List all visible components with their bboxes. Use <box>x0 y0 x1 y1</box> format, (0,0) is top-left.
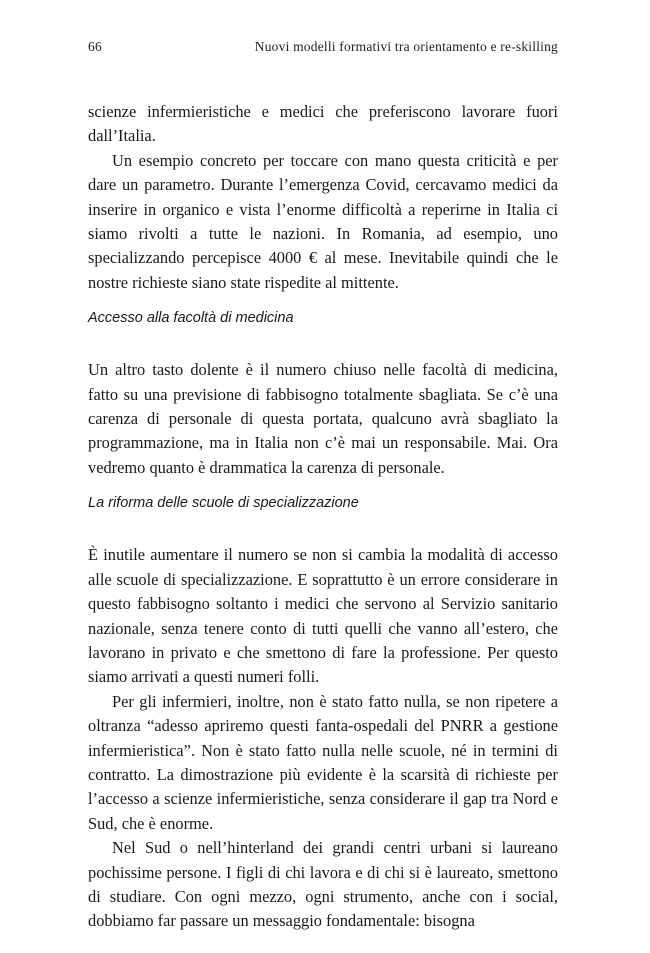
paragraph: Un altro tasto dolente è il numero chiuso nelle facoltà di medicina, fatto su una previsione di fabbisogno totalmente sbagliata. Se c’è una carenza di personale di questa portata, qualcuno avrà sbagliato la programmazione, ma in Italia non c’è mai un responsabile. Mai. Ora vedremo quanto è drammatica la carenza di personale. <box>88 360 558 477</box>
paragraph: È inutile aumentare il numero se non si cambia la modalità di accesso alle scuole di specializzazione. E soprattutto è un errore considerare in questo fabbisogno soltanto i medici che servono al Servizio sanitario nazionale, senza tenere conto di tutti quelli che vanno all’estero, che lavorano in privato e che smettono di fare la professione. Per questo siamo arrivati a questi numeri folli. <box>88 545 558 687</box>
section-heading: Accesso alla facoltà di medicina <box>88 310 294 327</box>
paragraph: Nel Sud o nell’hinterland dei grandi centri urbani si laureano pochissime persone. I figli di chi lavora e di chi si è laureato, smettono di studiare. Con ogni mezzo, ogni strumento, anche con i social, dobbiamo far passare un messaggio fondamentale: bisogna <box>88 838 558 931</box>
page-number: 66 <box>88 39 102 54</box>
running-head <box>88 39 558 55</box>
paragraph: Un esempio concreto per toccare con mano questa criticità e per dare un parametro. Durante l’emergenza Covid, cercavamo medici da inserire in organico e vista l’enorme difficoltà a reperirne in Italia ci siamo rivolti a tutte le nazioni. In Romania, ad esempio, uno specializzando percepisce 4000 € al mese. Inevitabile quindi che le nostre richieste siano state rispedite al mittente. <box>88 150 558 292</box>
section-heading: La riforma delle scuole di specializzazione <box>88 495 359 512</box>
body-text <box>88 100 558 934</box>
paragraph: scienze infermieristiche e medici che preferiscono lavorare fuori dall’Italia. <box>88 102 558 146</box>
running-title: Nuovi modelli formativi tra orientamento e re-skilling <box>254 39 558 54</box>
paragraph: Per gli infermieri, inoltre, non è stato fatto nulla, se non ripetere a oltranza “adesso apriremo questi fanta-ospedali del PNRR a gestione infermieristica”. Non è stato fatto nulla nelle scuole, né in termini di contratto. La dimostrazione più evidente è la scarsità di richieste per l’accesso a scienze infermieristiche, senza considerare il gap tra Nord e Sud, che è enorme. <box>88 691 558 833</box>
